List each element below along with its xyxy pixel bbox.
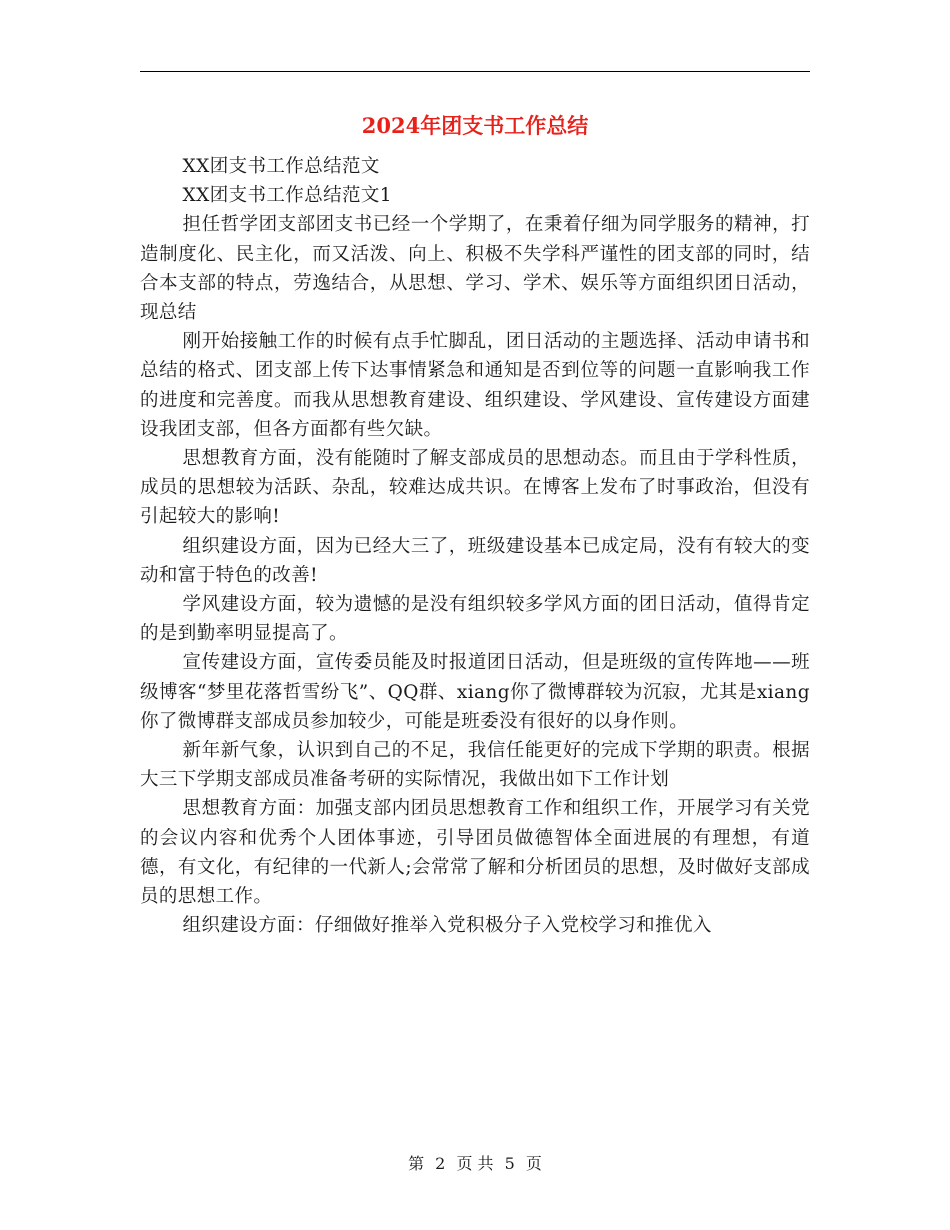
paragraph: 宣传建设方面，宣传委员能及时报道团日活动，但是班级的宣传阵地——班级博客“梦里花落哲雪纷飞”、QQ群、xiang你了微博群较为沉寂，尤其是xiang你了微博群支部成员参加较少，可能是班委没有很好的以身作则。 [140,652,810,732]
footer-suffix: 页 [525,1154,542,1173]
header-rule [140,71,810,72]
document-title: 2024年团支书工作总结 [361,113,589,138]
paragraph: 刚开始接触工作的时候有点手忙脚乱，团日活动的主题选择、活动申请书和总结的格式、团支部上传下达事情紧急和通知是否到位等的问题一直影响我工作的进度和完善度。而我从思想教育建设、组织建设、学风建设、宣传建设方面建设我团支部，但各方面都有些欠缺。 [140,331,810,440]
paragraph: 思想教育方面，没有能随时了解支部成员的思想动态。而且由于学科性质，成员的思想较为活跃、杂乱，较难达成共识。在博客上发布了时事政治，但没有引起较大的影响! [140,448,810,528]
footer-middle: 页 共 [456,1154,494,1173]
footer-prefix: 第 [408,1154,425,1173]
current-page-number: 2 [435,1154,446,1173]
document-body [140,152,810,940]
paragraph: XX团支书工作总结范文1 [182,185,392,207]
page-footer [0,1152,950,1176]
paragraph: 学风建设方面，较为遗憾的是没有组织较多学风方面的团日活动，值得肯定的是到勤率明显提高了。 [140,594,810,645]
paragraph: 新年新气象，认识到自己的不足，我信任能更好的完成下学期的职责。根据大三下学期支部成员准备考研的实际情况，我做出如下工作计划 [140,740,810,791]
paragraph: 思想教育方面：加强支部内团员思想教育工作和组织工作，开展学习有关党的会议内容和优秀个人团体事迹，引导团员做德智体全面进展的有理想，有道德，有文化，有纪律的一代新人;会常常了解和分析团员的思想，及时做好支部成员的思想工作。 [140,798,810,908]
paragraph: 担任哲学团支部团支书已经一个学期了，在秉着仔细为同学服务的精神，打造制度化、民主化，而又活泼、向上、积极不失学科严谨性的团支部的同时，结合本支部的特点，劳逸结合，从思想、学习、学术、娱乐等方面组织团日活动，现总结 [140,214,810,324]
paragraph: 组织建设方面，因为已经大三了，班级建设基本已成定局，没有有较大的变动和富于特色的改善! [140,535,810,586]
paragraph: XX团支书工作总结范文 [182,156,380,177]
paragraph: 组织建设方面：仔细做好推举入党积极分子入党校学习和推优入 [182,915,712,937]
total-pages-number: 5 [504,1154,515,1173]
